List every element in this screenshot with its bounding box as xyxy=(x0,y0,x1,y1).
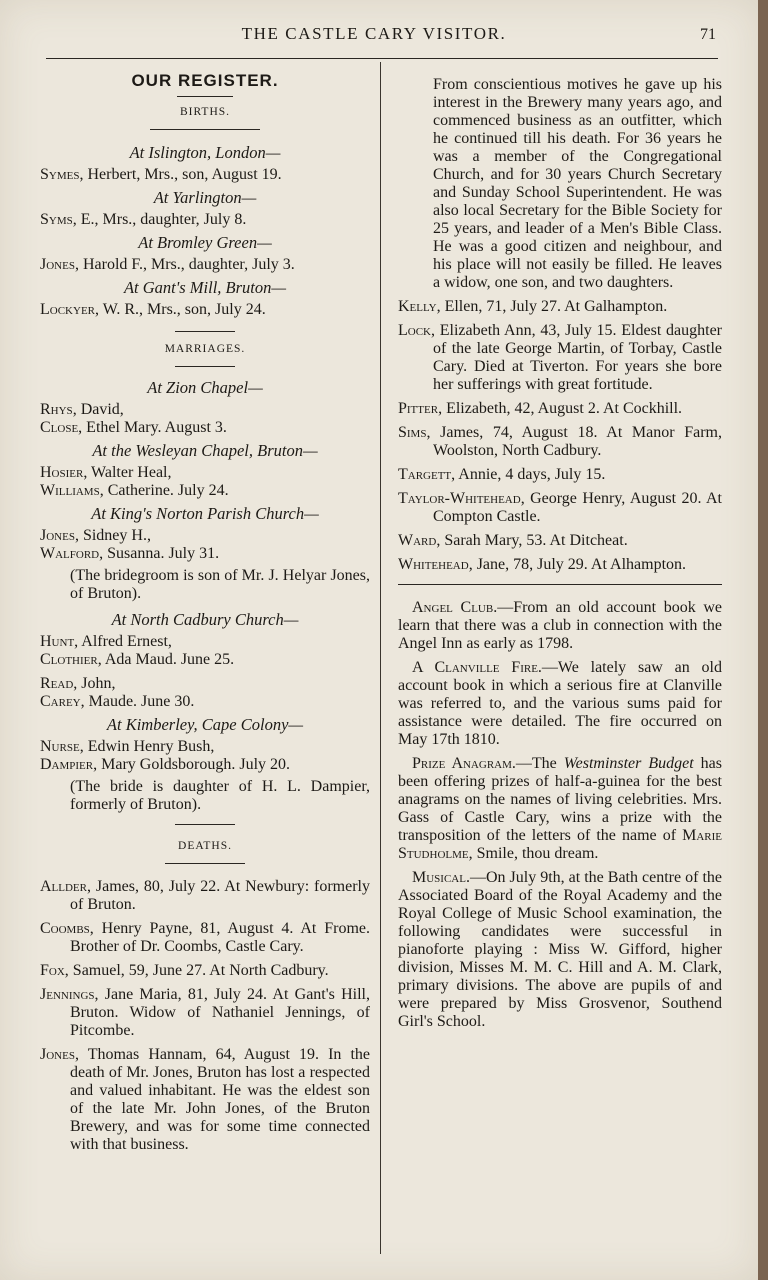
marriage-entry xyxy=(40,738,370,756)
note-title: Musical. xyxy=(412,869,470,886)
page-edge xyxy=(758,0,768,1280)
surname: Walford xyxy=(40,545,100,562)
surname: Lock xyxy=(398,322,431,339)
marriage-entry xyxy=(40,545,370,563)
surname: Williams xyxy=(40,482,100,499)
entry-text: , James, 74, August 18. At Manor Farm, Woolston, North Cadbury. xyxy=(426,424,722,459)
register-title: OUR REGISTER. xyxy=(131,71,279,90)
birth-place: At Bromley Green— xyxy=(138,233,272,252)
entry-text: , Elizabeth, 42, August 2. At Cockhill. xyxy=(438,400,683,417)
marriage-entry xyxy=(40,693,370,711)
column-divider xyxy=(380,62,381,1254)
entry-text: , Annie, 4 days, July 15. xyxy=(451,466,606,483)
marriage-note: (The bridegroom is son of Mr. J. Helyar Jones, of Bruton). xyxy=(70,567,370,602)
marriages-heading: MARRIAGES. xyxy=(164,343,246,355)
surname: Taylor-Whitehead xyxy=(398,490,521,507)
deaths-list xyxy=(40,878,370,1154)
birth-entry xyxy=(40,256,370,274)
entry-text: , Jane, 78, July 29. At Alhampton. xyxy=(468,556,687,573)
birth-place: At Islington, London— xyxy=(129,143,281,162)
marriage-place: At North Cadbury Church— xyxy=(111,610,299,629)
note-text: —On July 9th, at the Bath centre of the Associated Board of the Royal Academy and the Royal College of Music School examination, the following candidates were successful in pianoforte playing : Miss W. Gifford, higher division, Misses M. M. C. Hill and A. M. Clark, primary divisions. The above are pupils of and were prepared by Miss Grosvenor, Southend Girl's School. xyxy=(398,869,722,1030)
death-entry xyxy=(40,878,370,914)
marriage-entry xyxy=(40,464,370,482)
entry-text: , George Henry, August 20. At Compton Castle. xyxy=(433,490,722,525)
page-number: 71 xyxy=(700,26,716,43)
section-rule xyxy=(398,584,722,585)
header-rule xyxy=(46,58,718,59)
deaths-rule-top xyxy=(175,824,235,825)
marriage-place: At Zion Chapel— xyxy=(147,378,263,397)
entry-text: , Sarah Mary, 53. At Ditcheat. xyxy=(436,532,628,549)
note-title: Angel Club. xyxy=(412,599,498,616)
death-entry xyxy=(398,424,722,460)
surname: Hunt xyxy=(40,633,75,650)
entry-text: , David, xyxy=(72,401,124,418)
deaths-heading: DEATHS. xyxy=(178,840,232,852)
death-entry xyxy=(40,1046,370,1154)
surname: Carey xyxy=(40,693,81,710)
surname: Read xyxy=(40,675,74,692)
note-text: , Smile, thou dream. xyxy=(468,845,599,862)
entry-text: , Susanna. July 31. xyxy=(99,545,220,562)
musical-note xyxy=(398,869,722,1031)
title-rule xyxy=(177,96,233,97)
marriage-entry xyxy=(40,633,370,651)
marriage-entry xyxy=(40,756,370,774)
death-entry xyxy=(398,490,722,526)
marriage-place: At King's Norton Parish Church— xyxy=(91,504,319,523)
left-column xyxy=(40,70,370,1160)
death-entry xyxy=(40,986,370,1040)
marriages-rule-top xyxy=(175,331,235,332)
entry-text: , Henry Payne, 81, August 4. At Frome. Brother of Dr. Coombs, Castle Cary. xyxy=(70,920,370,955)
death-entry xyxy=(40,920,370,956)
entry-text: , Thomas Hannam, 64, August 19. In the death of Mr. Jones, Bruton has lost a respected and valued inhabitant. He was the eldest son of the late Mr. John Jones, of the Bruton Brewery, and was for some time connected with that business. xyxy=(70,1046,370,1153)
prize-anagram-note xyxy=(398,755,722,863)
surname: Ward xyxy=(398,532,437,549)
surname: Dampier xyxy=(40,756,94,773)
marriage-entry xyxy=(40,675,370,693)
surname: Clothier xyxy=(40,651,98,668)
entry-text: , James, 80, July 22. At Newbury: formerly of Bruton. xyxy=(70,878,370,913)
marriage-entry xyxy=(40,482,370,500)
marriage-place: At Kimberley, Cape Colony— xyxy=(106,715,304,734)
death-entry xyxy=(398,298,722,316)
surname: Nurse xyxy=(40,738,80,755)
entry-text: , W. R., Mrs., son, July 24. xyxy=(95,301,266,318)
entry-text: , Mary Goldsborough. July 20. xyxy=(93,756,291,773)
birth-place: At Gant's Mill, Bruton— xyxy=(123,278,287,297)
note-title: A Clanville Fire. xyxy=(412,659,542,676)
surname: Targett xyxy=(398,466,452,483)
surname: Kelly xyxy=(398,298,437,315)
death-entry xyxy=(398,532,722,550)
publication-name: Westminster Budget xyxy=(563,755,694,772)
surname: Jennings xyxy=(40,986,95,1003)
death-entry xyxy=(398,322,722,394)
surname: Hosier xyxy=(40,464,84,481)
entry-text: , Samuel, 59, June 27. At North Cadbury. xyxy=(64,962,329,979)
marriages-list xyxy=(40,379,370,814)
note-text: —The xyxy=(515,755,564,772)
note-title: Prize Anagram. xyxy=(412,755,516,772)
marriage-entry xyxy=(40,419,370,437)
right-column xyxy=(398,76,722,1037)
clanville-fire-note xyxy=(398,659,722,749)
entry-text: , Herbert, Mrs., son, August 19. xyxy=(79,166,282,183)
obituary-continuation: From conscientious motives he gave up his interest in the Brewery many years ago, and commenced business as an outfitter, which he continued till his death. For 36 years he was a member of the Congregational Church, and for 30 years Church Secretary and Sunday School Superintendent. He was also local Secretary for the Bible Society for 25 years, and leader of a Men's Bible Class. He was a good citizen and neighbour, and his place will not easily be filled. He leaves a widow, one son, and two daughters. xyxy=(433,76,722,291)
surname: Symes xyxy=(40,166,80,183)
celebrity-name: Marie Studholme xyxy=(398,827,722,862)
entry-text: , Catherine. July 24. xyxy=(99,482,229,499)
surname: Coombs xyxy=(40,920,90,937)
surname: Sims xyxy=(398,424,427,441)
births-rule xyxy=(150,129,260,130)
entry-text: , Ethel Mary. August 3. xyxy=(78,419,227,436)
birth-entry xyxy=(40,211,370,229)
surname: Pitter xyxy=(398,400,439,417)
surname: Allder xyxy=(40,878,87,895)
note-text: —From an old account book we learn that there was a club in connection with the Angel Inn as early as 1798. xyxy=(398,599,723,652)
entry-text: , Ellen, 71, July 27. At Galhampton. xyxy=(436,298,668,315)
death-entry xyxy=(40,962,370,980)
entry-text: , Maude. June 30. xyxy=(80,693,195,710)
death-entry xyxy=(398,466,722,484)
surname: Jones xyxy=(40,527,75,544)
surname: Whitehead xyxy=(398,556,469,573)
page-header-title: THE CASTLE CARY VISITOR. xyxy=(241,24,507,43)
birth-entry xyxy=(40,301,370,319)
births-list xyxy=(40,144,370,319)
marriage-place: At the Wesleyan Chapel, Bruton— xyxy=(92,441,318,460)
note-text: has been offering prizes of half-a-guinea for the best anagrams on the names of living celebrities. Mrs. Gass of Castle Cary, wins a prize with the transposition of the letters of the name of xyxy=(398,755,722,844)
entry-text: , Sidney H., xyxy=(74,527,151,544)
entry-text: , John, xyxy=(73,675,116,692)
marriage-note: (The bride is daughter of H. L. Dampier, formerly of Bruton). xyxy=(70,778,370,813)
marriages-rule xyxy=(175,366,235,367)
surname: Syms xyxy=(40,211,73,228)
entry-text: , Harold F., Mrs., daughter, July 3. xyxy=(74,256,295,273)
surname: Fox xyxy=(40,962,65,979)
death-entry xyxy=(398,400,722,418)
deaths-rule xyxy=(165,863,245,864)
deaths-list-continued xyxy=(398,298,722,574)
entry-text: , Alfred Ernest, xyxy=(74,633,172,650)
entry-text: , Ada Maud. June 25. xyxy=(97,651,235,668)
entry-text: , Jane Maria, 81, July 24. At Gant's Hill, Bruton. Widow of Nathaniel Jennings, of Pitcombe. xyxy=(70,986,370,1039)
entry-text: , Edwin Henry Bush, xyxy=(79,738,215,755)
entry-text: , E., Mrs., daughter, July 8. xyxy=(72,211,247,228)
marriage-entry xyxy=(40,527,370,545)
angel-club-note xyxy=(398,599,722,653)
birth-place: At Yarlington— xyxy=(153,188,257,207)
entry-text: , Elizabeth Ann, 43, July 15. Eldest daughter of the late George Martin, of Torbay, Castle Cary. Died at Tiverton. For years she bore her sufferings with great fortitude. xyxy=(431,322,722,393)
marriage-entry xyxy=(40,401,370,419)
surname: Jones xyxy=(40,256,75,273)
surname: Close xyxy=(40,419,79,436)
surname: Lockyer xyxy=(40,301,95,318)
birth-entry xyxy=(40,166,370,184)
surname: Rhys xyxy=(40,401,73,418)
surname: Jones xyxy=(40,1046,75,1063)
note-text: —We lately saw an old account book in which a serious fire at Clanville was referred to, and the various sums paid for assistance were detailed. The fire occurred on May 17th 1810. xyxy=(398,659,722,748)
death-entry xyxy=(398,556,722,574)
marriage-entry xyxy=(40,651,370,669)
entry-text: , Walter Heal, xyxy=(83,464,172,481)
births-heading: BIRTHS. xyxy=(179,106,231,118)
